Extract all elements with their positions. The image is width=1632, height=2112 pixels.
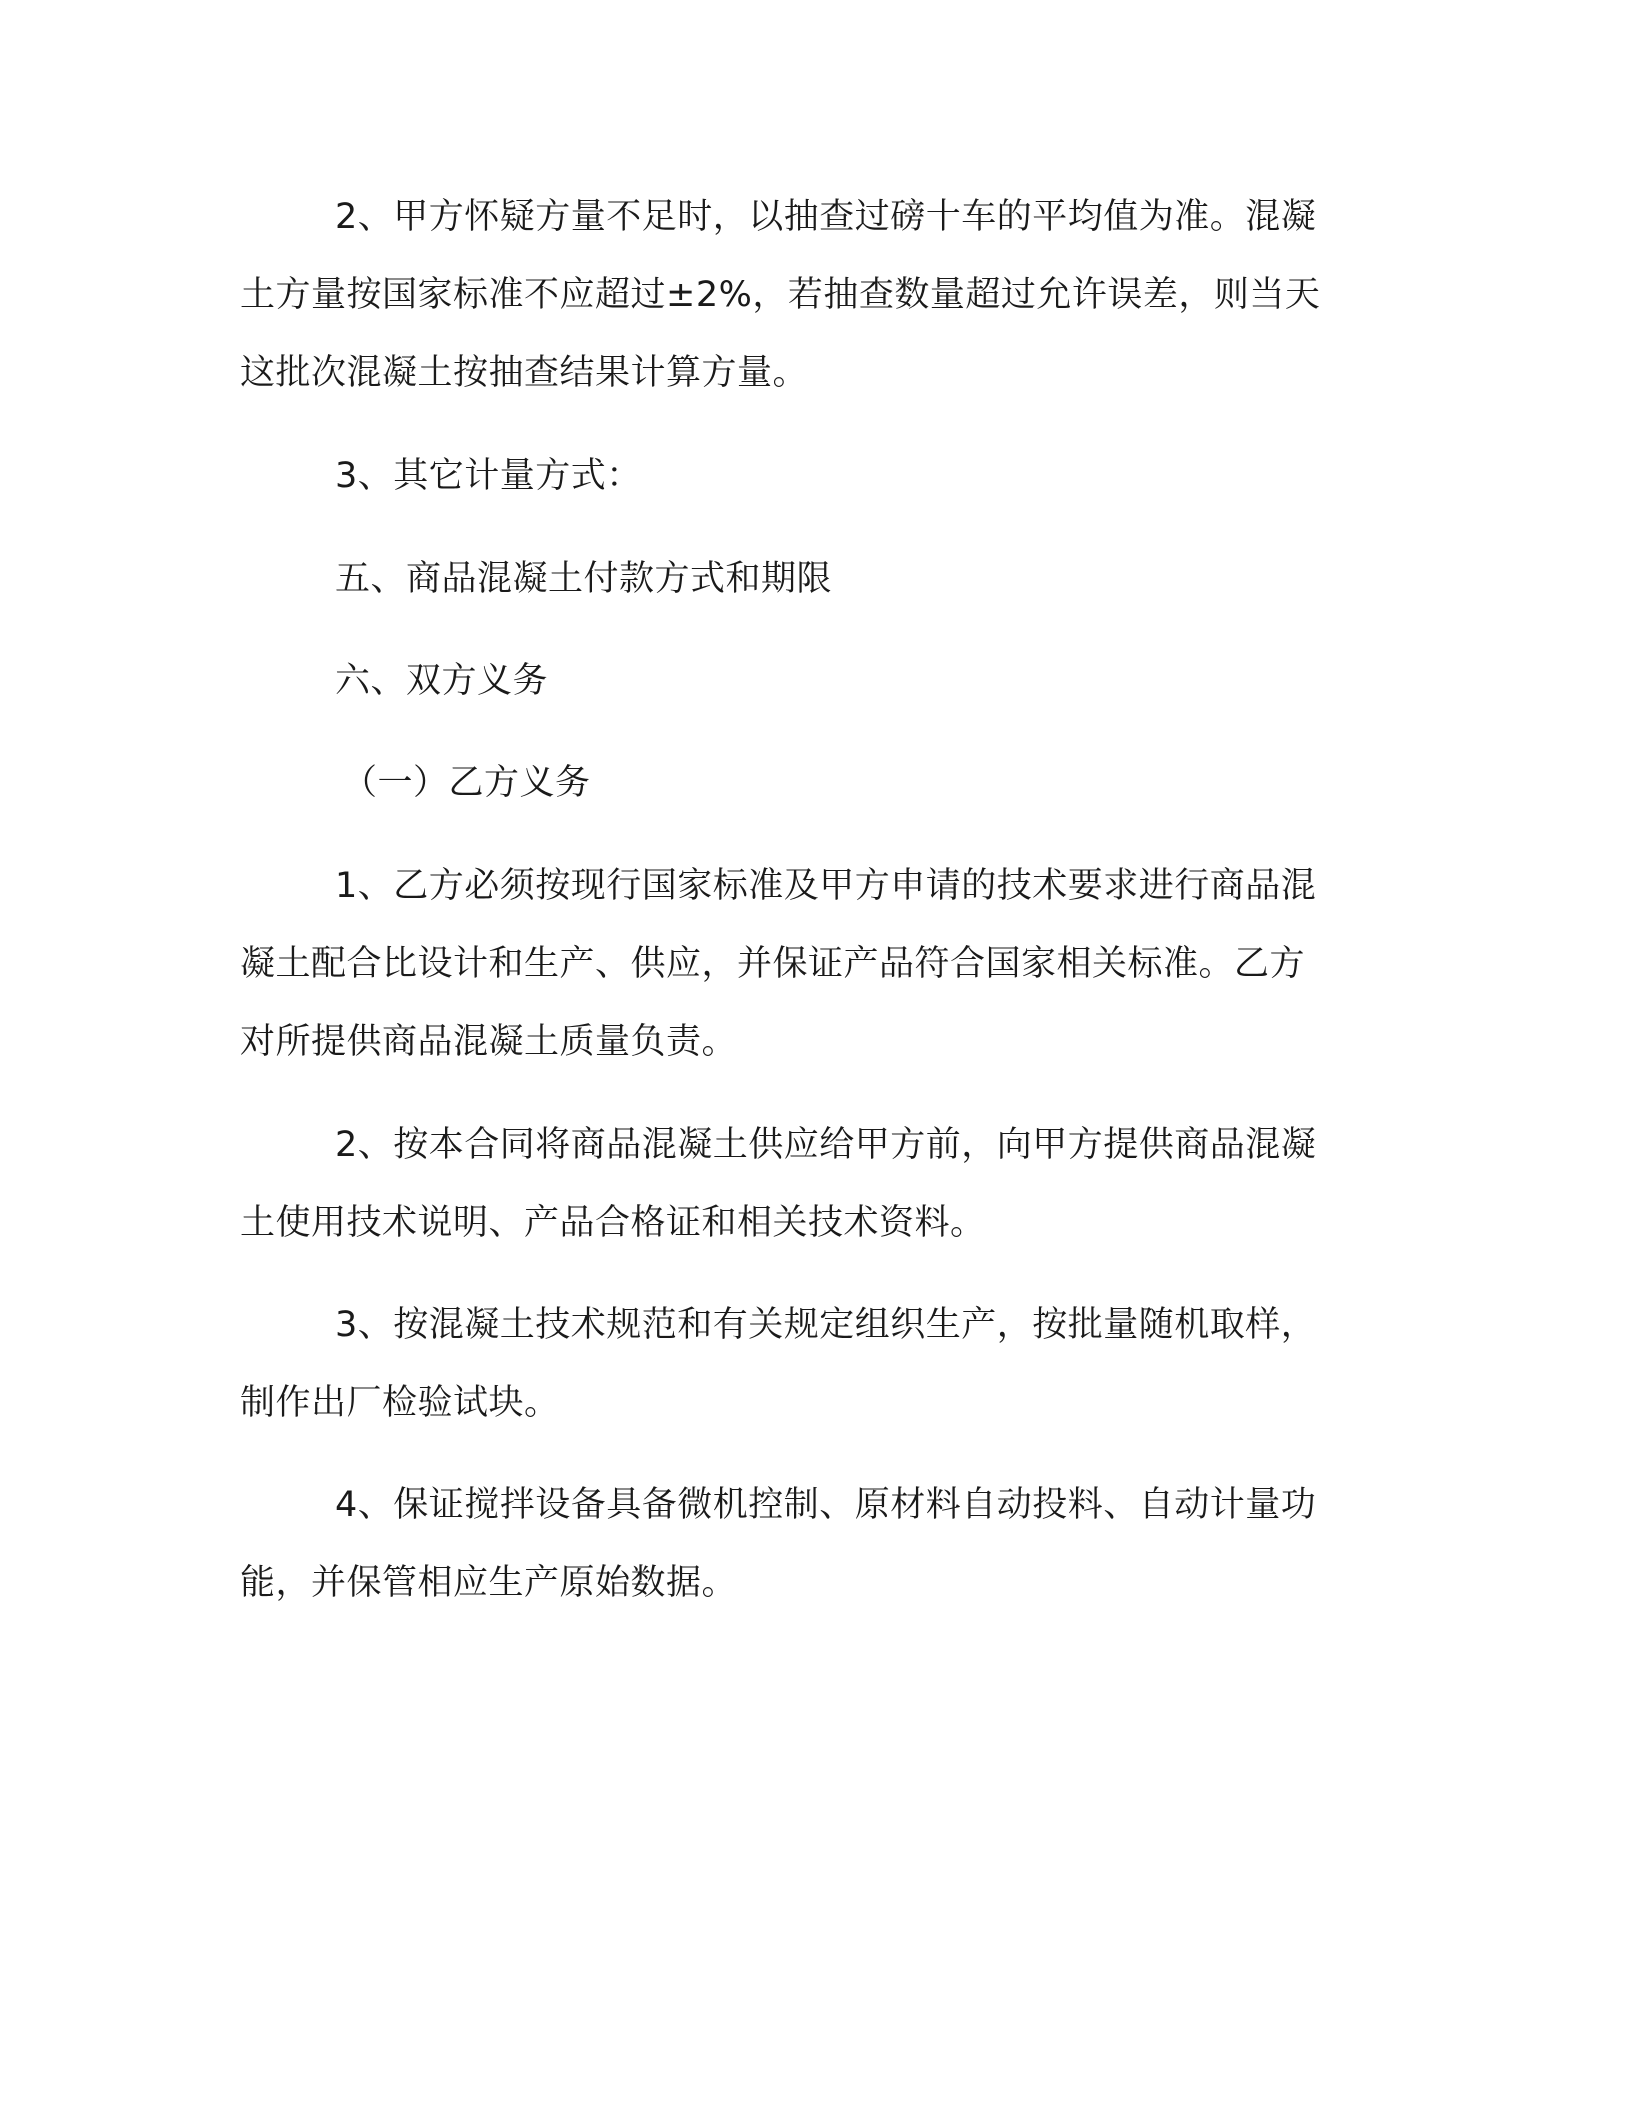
- text-line: 3、按混凝土技术规范和有关规定组织生产，按批量随机取样，: [335, 1305, 1317, 1345]
- text-line: 这批次混凝土按抽查结果计算方量。: [240, 353, 809, 393]
- text-line: 制作出厂检验试块。: [240, 1383, 560, 1423]
- text-line: 能，并保管相应生产原始数据。: [240, 1563, 738, 1603]
- paragraph-obligation-3: [240, 1286, 1380, 1442]
- paragraph-measurement-dispute: [240, 178, 1380, 412]
- text-line: 1、乙方必须按现行国家标准及甲方申请的技术要求进行商品混: [335, 866, 1317, 906]
- text-line: （一）乙方义务: [342, 763, 591, 803]
- text-line: 3、其它计量方式：: [335, 456, 642, 496]
- paragraph-obligation-2: [240, 1106, 1380, 1262]
- paragraph-obligation-4: [240, 1466, 1380, 1622]
- text-line: 土方量按国家标准不应超过±2%，若抽查数量超过允许误差，则当天: [240, 275, 1321, 315]
- paragraph-obligation-1: [240, 847, 1380, 1081]
- text-line: 土使用技术说明、产品合格证和相关技术资料。: [240, 1203, 986, 1243]
- section-heading-payment: [240, 540, 1380, 618]
- text-line: 4、保证搅拌设备具备微机控制、原材料自动投料、自动计量功: [335, 1485, 1317, 1525]
- text-line: 五、商品混凝土付款方式和期限: [335, 559, 833, 599]
- paragraph-other-measurement: [240, 437, 1380, 515]
- text-line: 六、双方义务: [335, 661, 549, 701]
- text-line: 2、按本合同将商品混凝土供应给甲方前，向甲方提供商品混凝: [335, 1125, 1317, 1165]
- section-heading-obligations: [240, 642, 1380, 720]
- subsection-heading-party-b: [240, 744, 1380, 822]
- text-line: 凝土配合比设计和生产、供应，并保证产品符合国家相关标准。乙方: [240, 944, 1306, 984]
- text-line: 对所提供商品混凝土质量负责。: [240, 1022, 738, 1062]
- text-line: 2、甲方怀疑方量不足时，以抽查过磅十车的平均值为准。混凝: [335, 197, 1317, 237]
